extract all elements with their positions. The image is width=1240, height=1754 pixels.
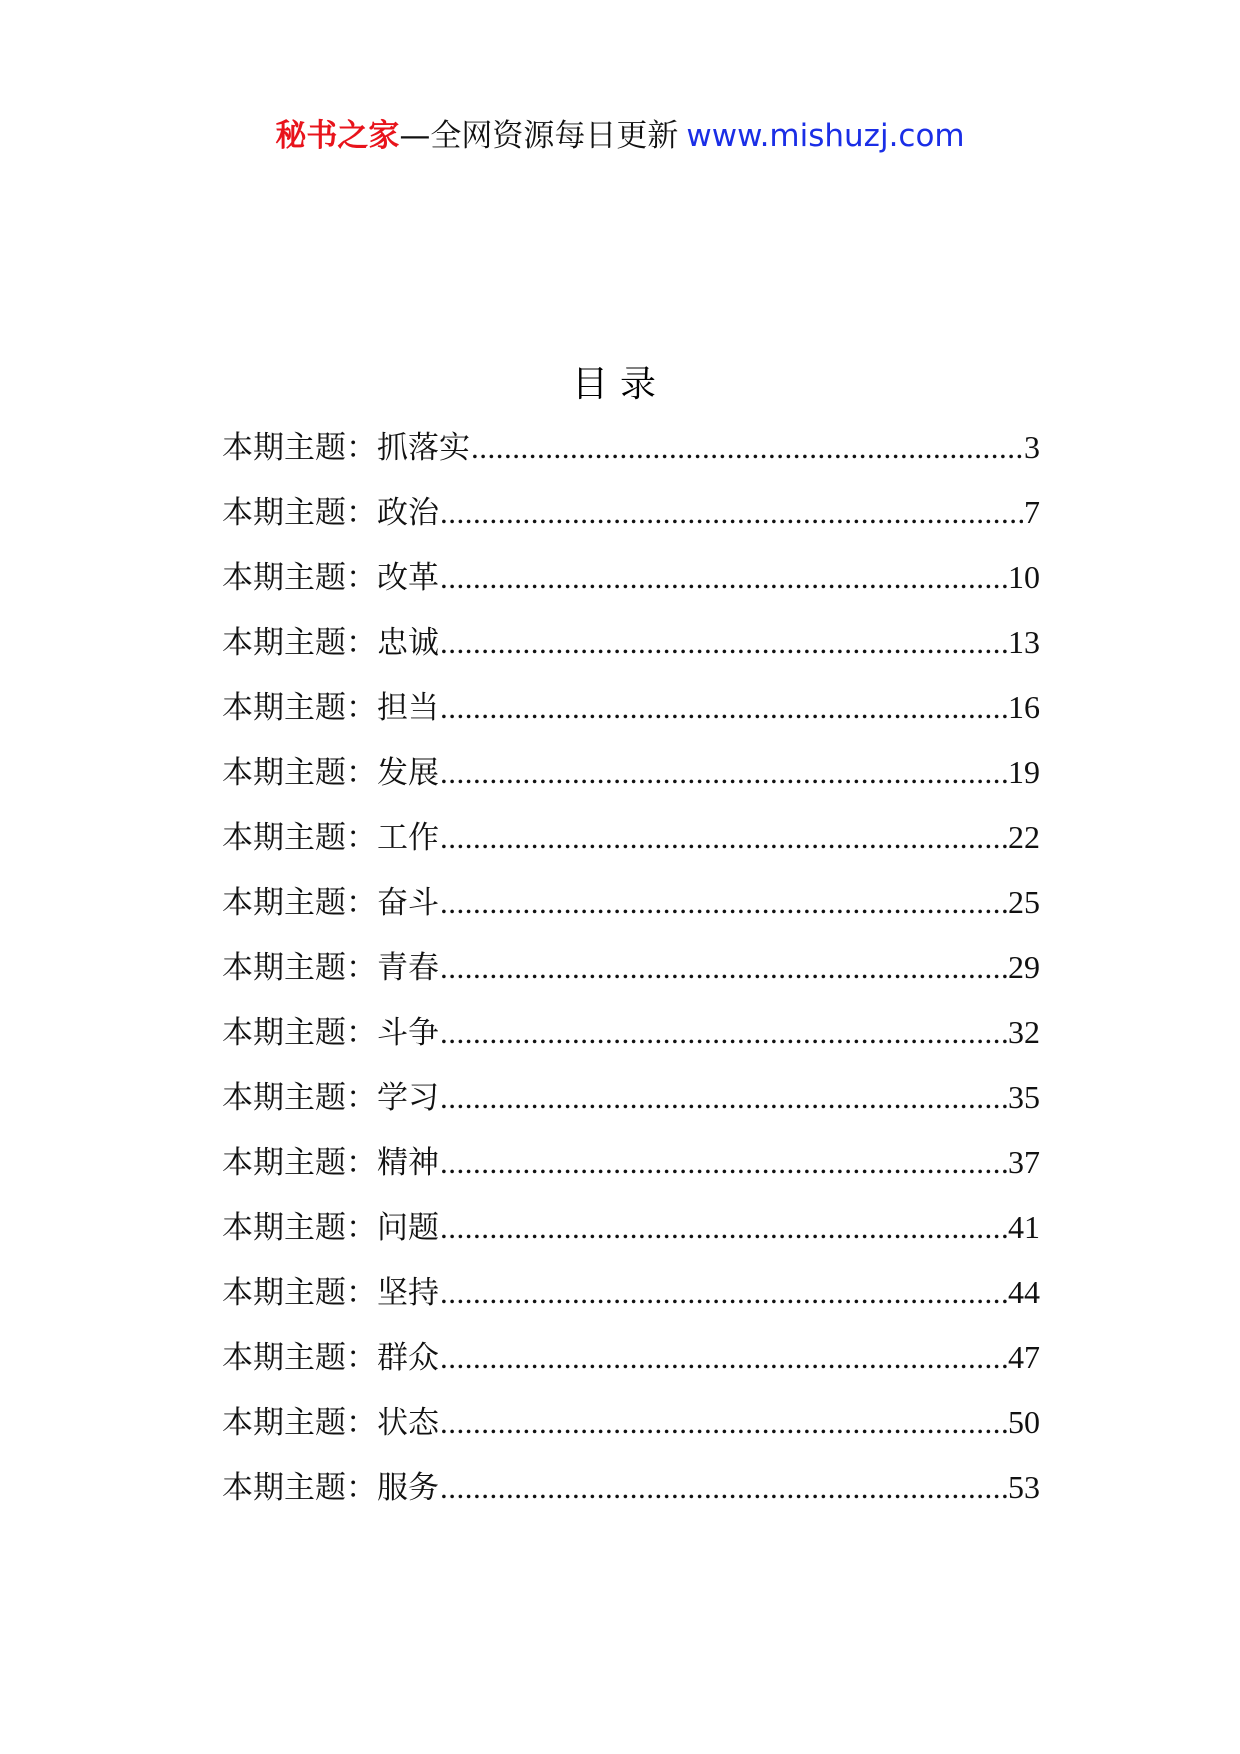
toc-entry-leader <box>440 1334 1007 1382</box>
toc-entry-prefix: 本期主题： <box>222 1405 377 1441</box>
toc-entry-label: 改革 <box>377 560 439 596</box>
toc-entry-label: 坚持 <box>377 1275 439 1311</box>
toc-entry-prefix: 本期主题： <box>222 1015 377 1051</box>
toc-entry-label: 政治 <box>377 495 439 531</box>
toc-entry-leader <box>440 1269 1007 1317</box>
toc-entry[interactable] <box>222 1008 1040 1073</box>
toc-entry-prefix: 本期主题： <box>222 625 377 661</box>
page-header <box>0 112 1240 160</box>
toc-entry-leader <box>440 489 1023 537</box>
toc-entry-leader <box>440 1204 1007 1252</box>
toc-entry-label: 发展 <box>377 755 439 791</box>
toc-entry-leader <box>440 749 1007 797</box>
toc-entry-prefix: 本期主题： <box>222 560 377 596</box>
toc-entry-page: 50 <box>1008 1404 1040 1440</box>
toc-entry-label: 精神 <box>377 1145 439 1181</box>
brand-name: 秘书之家 <box>275 118 400 154</box>
toc-entry-leader <box>440 1074 1007 1122</box>
toc-entry-prefix: 本期主题： <box>222 885 377 921</box>
toc-entry-label: 忠诚 <box>377 625 439 661</box>
toc-entry-prefix: 本期主题： <box>222 1145 377 1181</box>
toc-entry[interactable] <box>222 1333 1040 1398</box>
toc-entry-page: 32 <box>1008 1014 1040 1050</box>
toc-entry-page: 16 <box>1008 689 1040 725</box>
toc-entry-leader <box>440 684 1007 732</box>
toc-entry-prefix: 本期主题： <box>222 495 377 531</box>
toc-title: 目录 <box>571 364 668 405</box>
toc-entry-prefix: 本期主题： <box>222 690 377 726</box>
toc-entry-page: 22 <box>1008 819 1040 855</box>
toc-list <box>222 423 1040 1528</box>
toc-entry-label: 群众 <box>377 1340 439 1376</box>
toc-entry-leader <box>440 1464 1007 1512</box>
toc-entry-page: 29 <box>1008 949 1040 985</box>
toc-entry-prefix: 本期主题： <box>222 1275 377 1311</box>
toc-entry-leader <box>440 1139 1007 1187</box>
toc-entry-label: 问题 <box>377 1210 439 1246</box>
toc-entry-label: 学习 <box>377 1080 439 1116</box>
toc-entry[interactable] <box>222 1268 1040 1333</box>
toc-entry[interactable] <box>222 683 1040 748</box>
toc-entry[interactable] <box>222 1398 1040 1463</box>
toc-entry[interactable] <box>222 1073 1040 1138</box>
toc-entry-label: 奋斗 <box>377 885 439 921</box>
toc-entry-page: 19 <box>1008 754 1040 790</box>
toc-entry-page: 44 <box>1008 1274 1040 1310</box>
toc-entry-label: 工作 <box>377 820 439 856</box>
toc-entry-prefix: 本期主题： <box>222 1210 377 1246</box>
toc-entry-prefix: 本期主题： <box>222 430 377 466</box>
toc-entry-page: 41 <box>1008 1209 1040 1245</box>
toc-entry-label: 状态 <box>377 1405 439 1441</box>
toc-entry-leader <box>440 944 1007 992</box>
toc-entry-page: 53 <box>1008 1469 1040 1505</box>
header-tagline: —全网资源每日更新 <box>399 118 679 154</box>
toc-entry-page: 47 <box>1008 1339 1040 1375</box>
toc-entry-leader <box>440 814 1007 862</box>
toc-entry-leader <box>440 879 1007 927</box>
toc-entry-prefix: 本期主题： <box>222 950 377 986</box>
toc-entry-prefix: 本期主题： <box>222 1340 377 1376</box>
toc-entry-leader <box>440 619 1007 667</box>
toc-entry-label: 抓落实 <box>377 430 470 466</box>
toc-entry-label: 青春 <box>377 950 439 986</box>
toc-entry-page: 7 <box>1024 494 1040 530</box>
toc-entry[interactable] <box>222 943 1040 1008</box>
toc-entry[interactable] <box>222 1138 1040 1203</box>
toc-entry-prefix: 本期主题： <box>222 1470 377 1506</box>
toc-entry[interactable] <box>222 618 1040 683</box>
toc-entry-page: 13 <box>1008 624 1040 660</box>
toc-entry-leader <box>440 1399 1007 1447</box>
toc-entry-page: 3 <box>1024 429 1040 465</box>
toc-entry-page: 37 <box>1008 1144 1040 1180</box>
toc-entry[interactable] <box>222 423 1040 488</box>
toc-entry-leader <box>440 1009 1007 1057</box>
toc-entry-prefix: 本期主题： <box>222 755 377 791</box>
toc-entry-leader <box>440 554 1007 602</box>
toc-entry-prefix: 本期主题： <box>222 1080 377 1116</box>
toc-entry-page: 25 <box>1008 884 1040 920</box>
toc-entry[interactable] <box>222 813 1040 878</box>
toc-entry-page: 35 <box>1008 1079 1040 1115</box>
toc-entry-label: 服务 <box>377 1470 439 1506</box>
toc-entry[interactable] <box>222 1463 1040 1528</box>
toc-entry[interactable] <box>222 488 1040 553</box>
toc-entry-leader <box>471 424 1023 472</box>
toc-entry-page: 10 <box>1008 559 1040 595</box>
toc-entry[interactable] <box>222 1203 1040 1268</box>
site-url-link[interactable]: www.mishuzj.com <box>686 118 965 154</box>
toc-entry-label: 斗争 <box>377 1015 439 1051</box>
toc-entry[interactable] <box>222 748 1040 813</box>
toc-entry[interactable] <box>222 878 1040 943</box>
toc-entry[interactable] <box>222 553 1040 618</box>
toc-entry-prefix: 本期主题： <box>222 820 377 856</box>
toc-entry-label: 担当 <box>377 690 439 726</box>
